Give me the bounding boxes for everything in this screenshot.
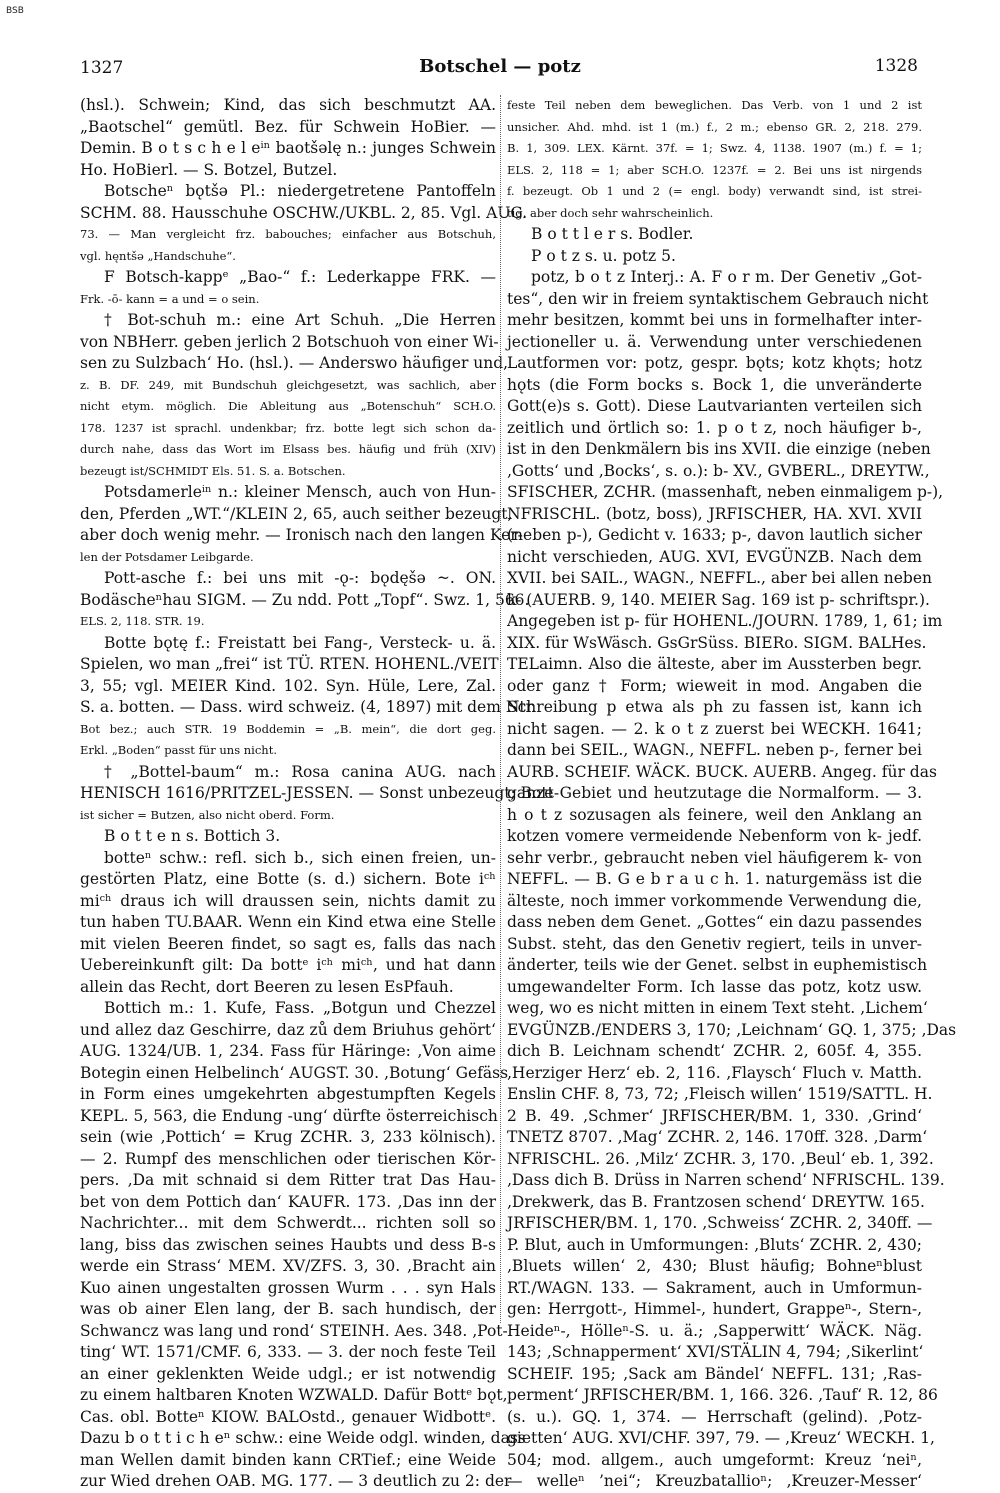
text-line: Botscheⁿ bǫtšə Pl.: niedergetretene Pantoffeln — [104, 182, 496, 200]
text-line: SCHM. 88. Hausschuhe OSCHW./UKBL. 2, 85. Vgl. AUG. — [80, 203, 528, 222]
text-line: bet von dem Pottich dan‘ KAUFR. 173. ‚Das inn der — [80, 1192, 496, 1211]
text-line: und allez daz Geschirre, daz zů dem Briuhus gehört‘ — [80, 1020, 496, 1039]
library-stamp: BSB — [6, 6, 24, 16]
text-line: (s. u.). GQ. 1, 374. — Herrschaft (gelind). ‚Potz- — [507, 1407, 922, 1426]
text-line: † „Bottel-baum“ m.: Rosa canina AUG. nach — [104, 762, 496, 781]
text-line: h o t z sozusagen als feinere, weil den Anklang an — [507, 805, 922, 824]
text-line: P o t z s. u. potz 5. — [531, 246, 676, 265]
text-line: nicht verschieden, AUG. XVI, EVGÜNZB. Nach dem — [507, 547, 922, 566]
text-line: sen zu Sulzbach‘ Ho. (hsl.). — Anderswo häufiger und, — [80, 354, 509, 372]
text-line: Ho. HoBierl. — S. Botzel, Butzel. — [80, 160, 338, 179]
text-line: man Wellen damit binden kann CRTief.; eine Weide — [80, 1450, 496, 1469]
text-line: len der Potsdamer Leibgarde. — [80, 549, 254, 564]
text-line: Angegeben ist p- für HOHENL./JOURN. 1789, 1, 61; im — [507, 612, 943, 630]
text-line: NFRISCHL. 26. ‚Milz‘ ZCHR. 3, 170. ‚Beul‘ eb. 1, 392. — [507, 1149, 934, 1168]
text-line: AURB. SCHEIF. WÄCK. BUCK. AUERB. Angeg. für das — [507, 762, 937, 781]
text-line: weg, wo es nicht mitten in einem Text steht. ‚Lichem‘ — [507, 999, 928, 1017]
text-line: ‚Herziger Herz‘ eb. 2, 116. ‚Flaysch‘ Fluch v. Matth. — [507, 1063, 922, 1082]
text-line: AUG. 1324/UB. 1, 234. Fass für Häringe: ‚Von aime — [80, 1042, 496, 1060]
text-line: Kuo ainen ungestalten grossen Wurm . . . syn Hals — [80, 1278, 496, 1297]
text-line: Bottich m.: 1. Kufe, Fass. „Botgun und Chezzel — [104, 999, 496, 1017]
text-line: XVII. bei SAIL., WAGN., NEFFL., aber bei allen neben — [507, 569, 932, 587]
text-line: ‚Drekwerk, das B. Frantzosen schend‘ DREYTW. 165. — [507, 1192, 925, 1211]
right-column — [507, 95, 957, 1490]
text-line: Uebereinkunft gilt: Da bottᵉ iᶜʰ miᶜʰ, und hat dann — [80, 956, 496, 974]
text-line: Demin. B o t s c h e l eⁱⁿ baotšəlę n.: junges Schwein — [80, 139, 496, 157]
text-line: ELS. 2, 118. STR. 19. — [80, 614, 205, 628]
text-line: Subst. steht, das den Genetiv regiert, teils in unver- — [507, 934, 922, 953]
text-line: Lautformen vor: potz, gespr. bǫts; kotz khǫts; hotz — [507, 354, 922, 372]
text-line: Spielen, wo man „frei“ ist TÜ. RTEN. HOHENL./VEIT — [80, 655, 499, 673]
page-number-right: 1328 — [874, 56, 918, 76]
text-line: tes“, den wir in freiem syntaktischem Gebrauch nicht — [507, 289, 929, 308]
text-line: TNETZ 8707. ‚Mag‘ ZCHR. 2, 146. 170ff. 328. ‚Darm‘ — [507, 1128, 928, 1146]
text-line: (hsl.). Schwein; Kind, das sich beschmutzt AA. — [80, 96, 496, 114]
text-line: SFISCHER, ZCHR. (massenhaft, neben einmaligem p-), — [507, 483, 944, 501]
text-line: Bodäscheⁿhau SIGM. — Zu ndd. Pott „Topf“. Swz. 1, 566. — [80, 590, 530, 609]
text-line: kotzen vomere vermeidende Nebenform von k- jedf. — [507, 827, 922, 845]
text-line: NEFFL. — B. G e b r a u c h. 1. naturgemäss ist die — [507, 870, 922, 888]
text-line: 3, 55; vgl. MEIER Kind. 102. Syn. Hüle, Lere, Zal. — [80, 676, 496, 695]
left-column — [80, 95, 560, 1490]
text-line: miᶜʰ draus ich will draussen sein, nichts damit zu — [80, 891, 496, 910]
text-line: „Baotschel“ gemütl. Bez. für Schwein HoBier. — — [80, 117, 496, 136]
text-line: sehr verbr., gebraucht neben viel häufigerem k- von — [507, 848, 922, 867]
text-line: potz, b o t z Interj.: A. F o r m. Der Genetiv „Got- — [531, 268, 922, 286]
text-line: — 2. Rumpf des menschlichen oder tierischen Kör- — [80, 1149, 496, 1168]
text-line: gestörten Platz, eine Botte (s. d.) sichern. Bote iᶜʰ — [80, 870, 496, 888]
text-line: lang, biss das zwischen seines Haubts und dess B-s — [80, 1235, 496, 1254]
text-line: 2 B. 49. ‚Schmer‘ JRFISCHER/BM. 1, 330. ‚Grind‘ — [507, 1106, 922, 1125]
text-line: was ob ainer Elen lang, der B. sach hundisch, der — [80, 1300, 496, 1318]
text-line: NFRISCHL. (botz, boss), JRFISCHER, HA. XVI. XVII — [507, 504, 922, 523]
text-line: † Bot-schuh m.: eine Art Schuh. „Die Herren — [104, 311, 496, 329]
text-line: tun haben TU.BAAR. Wenn ein Kind etwa eine Stelle — [80, 913, 496, 931]
text-line: Gott(e)s s. Gott). Diese Lautvarianten verteilen sich — [507, 397, 922, 415]
text-line: nicht etym. möglich. Die Ableitung aus „Botenschuh“ SCH.O. — [80, 399, 496, 413]
text-line: vgl. hęntšə „Handschuhe“. — [80, 248, 236, 263]
text-line: 73. — Man vergleicht frz. babouches; einfacher aus Botschuh, — [80, 227, 496, 241]
text-line: von NBHerr. geben jerlich 2 Botschuoh von einer Wi- — [80, 332, 499, 351]
text-line: den, Pferden „WT.“/KLEIN 2, 65, auch seither bezeugt, — [80, 504, 513, 523]
text-line: Dazu b o t t i c h eⁿ schw.: eine Weide odgl. winden, dass — [80, 1429, 526, 1447]
text-line: älteste, noch immer vorkommende Verwendung die, — [507, 891, 922, 910]
text-line: ELS. 2, 118 = 1; aber SCH.O. 1237f. = 2. Bei uns ist nirgends — [507, 162, 922, 177]
text-line: zur Wied drehen OAB. MG. 177. — 3 deutlich zu 2: der — [80, 1472, 512, 1490]
text-line: ganze Gebiet und heutzutage die Normalform. — 3. — [507, 784, 922, 802]
text-line: B o t t e n s. Bottich 3. — [104, 827, 281, 845]
text-line: an einer geklenkten Weide udgl.; er ist notwendig — [80, 1364, 496, 1383]
text-line: dass neben dem Genet. „Gottes“ ein dazu passendes — [507, 913, 922, 931]
text-line: gen: Herrgott-, Himmel-, hundert, Grappeⁿ-, Stern-, — [507, 1300, 922, 1318]
text-line: umgewandelter Form. Ich lasse das potz, kotz usw. — [507, 977, 922, 996]
text-line: (neben p-), Gedicht v. 1633; p-, davon lautlich sicher — [507, 526, 922, 544]
page-number-left: 1327 — [80, 58, 124, 78]
text-line: Heideⁿ-, Hölleⁿ-S. u. ä.; ‚Sapperwitt‘ WÄCK. Näg. — [507, 1321, 922, 1340]
text-line: Pott-asche f.: bei uns mit -ǫ-: bǫdęšə ~. ON. — [104, 569, 496, 587]
text-line: unsicher. Ahd. mhd. ist 1 (m.) f., 2 m.; ebenso GR. 2, 218. 279. — [507, 119, 922, 134]
text-line: Nachrichter... mit dem Schwerdt... richten soll so — [80, 1214, 496, 1232]
text-line: TELaimn. Also die älteste, aber im Aussterben begr. — [507, 655, 922, 673]
text-line: HENISCH 1616/PRITZEL-JESSEN. — Sonst unbezeugt; Bott- — [80, 784, 560, 802]
text-line: aber doch wenig mehr. — Ironisch nach den langen Ker- — [80, 526, 523, 544]
text-line: Enslin CHF. 8, 73, 72; ‚Fleisch willen‘ 1519/SATTL. H. — [507, 1085, 933, 1103]
text-line: allein das Recht, dort Beeren zu lesen EsPfauh. — [80, 977, 454, 996]
running-title: Botschel — potz — [419, 56, 581, 77]
text-line: bezeugt ist/SCHMIDT Els. 51. S. a. Botschen. — [80, 463, 346, 478]
text-line: Erkl. „Boden“ passt für uns nicht. — [80, 743, 277, 757]
text-line: k- (AUERB. 9, 140. MEIER Sag. 169 ist p- schriftspr.). — [507, 590, 930, 609]
text-line: SCHEIF. 195; ‚Sack am Bändel‘ NEFFL. 131; ‚Ras- — [507, 1364, 922, 1383]
text-line: pers. ‚Da mit schnaid si dem Ritter trat Das Hau- — [80, 1171, 496, 1189]
text-line: ting‘ WT. 1571/CMF. 6, 333. — 3. der noch feste Teil — [80, 1343, 496, 1361]
text-line: hǫts (die Form bocks s. Bock 1, die unveränderte — [507, 375, 922, 394]
page-header — [0, 52, 1000, 82]
text-line: ist sicher = Butzen, also nicht oberd. Form. — [80, 807, 335, 822]
text-line: zeitlich und örtlich so: 1. p o t z, noch häufiger b-, — [507, 418, 922, 437]
column-divider — [500, 95, 502, 1323]
text-line: durch nahe, dass das Wort im Elsass bes. häufig und früh (XIV) — [80, 442, 496, 456]
text-line: B. 1, 309. LEX. Kärnt. 37f. = 1; Swz. 4, 1138. 1907 (m.) f. = 1; — [507, 141, 922, 155]
text-line: sein (wie ‚Pottich‘ = Krug ZCHR. 3, 233 kölnisch). — [80, 1128, 496, 1146]
text-line: mehr besitzen, kommt bei uns in formelhafter inter- — [507, 311, 922, 329]
text-line: feste Teil neben dem beweglichen. Das Verb. von 1 und 2 ist — [507, 98, 922, 112]
text-line: RT./WAGN. 133. — Sakrament, auch in Umformun- — [507, 1278, 922, 1297]
text-line: P. Blut, auch in Umformungen: ‚Bluts‘ ZCHR. 2, 430; — [507, 1235, 922, 1254]
text-line: dann bei SEIL., WAGN., NEFFL. neben p-, ferner bei — [507, 741, 922, 759]
text-line: 504; mod. allgem., auch umgeformt: Kreuz ‘neiⁿ, — [507, 1450, 922, 1469]
text-line: botteⁿ schw.: refl. sich b., sich einen freien, un- — [104, 848, 496, 867]
text-line: in Form eines umgekehrten abgestumpften Kegels — [80, 1085, 496, 1103]
text-line: Cas. obl. Botteⁿ KIOW. BALOstd., genauer Widbottᵉ. — [80, 1407, 496, 1426]
text-line: 178. 1237 ist sprachl. undenkbar; frz. botte legt sich schon da- — [80, 420, 496, 435]
text-line: Botegin einen Helbelinch‘ AUGST. 30. ‚Botung‘ Gefäss — [80, 1063, 509, 1082]
text-line: ist in den Denkmälern bis ins XVII. die einzige (neben — [507, 440, 931, 458]
text-line: oder ganz † Form; wieweit in mod. Angaben die — [507, 676, 922, 695]
text-line: nicht sagen. — 2. k o t z zuerst bei WECKH. 1641; — [507, 719, 922, 738]
text-line: werde ein Strass‘ MEM. XV/ZFS. 3, 30. ‚Bracht ain — [80, 1257, 496, 1275]
text-line: änderter, teils wie der Genet. selbst in euphemistisch — [507, 956, 928, 974]
text-line: Potsdamerleⁱⁿ n.: kleiner Mensch, auch von Hun- — [104, 483, 496, 501]
text-line: B o t t l e r s. Bodler. — [531, 225, 694, 243]
text-line: tig, aber doch sehr wahrscheinlich. — [507, 205, 714, 220]
text-line: dich B. Leichnam schendt‘ ZCHR. 2, 605f. 4, 355. — [507, 1042, 922, 1060]
text-line: Bot bez.; auch STR. 19 Boddemin = „B. mein“, die dort geg. — [80, 721, 496, 736]
text-line: perment‘ JRFISCHER/BM. 1, 166. 326. ‚Tauf‘ R. 12, 86 — [507, 1386, 938, 1404]
text-line: Botte bǫtę f.: Freistatt bei Fang-, Versteck- u. ä. — [104, 633, 496, 652]
text-line: — welleⁿ ’nei“; Kreuzbatallioⁿ; ‚Kreuzer-Messer‘ — [507, 1472, 922, 1490]
text-line: Schwancz was lang und rond‘ STEINH. Aes. 348. ‚Pot- — [80, 1321, 508, 1340]
text-line: ‚Dass dich B. Drüss in Narren schend‘ NFRISCHL. 139. — [507, 1171, 945, 1189]
text-line: JRFISCHER/BM. 1, 170. ‚Schweiss‘ ZCHR. 2, 340ff. — — [507, 1214, 933, 1232]
text-line: S. a. botten. — Dass. wird schweiz. (4, 1897) mit dem Ntr. — [80, 698, 537, 716]
text-line: f. bezeugt. Ob 1 und 2 (= engl. body) verwandt sind, ist strei- — [507, 184, 922, 198]
text-line: EVGÜNZB./ENDERS 3, 170; ‚Leichnam‘ GQ. 1, 375; ‚Das — [507, 1020, 957, 1039]
text-line: jectioneller u. ä. Verwendung unter verschiedenen — [507, 332, 922, 351]
text-line: ‚Gotts‘ und ‚Bocks‘, s. o.): b- XV., GVBERL., DREYTW., — [507, 461, 930, 480]
text-line: Frk. -ō- kann = a und = o sein. — [80, 291, 260, 306]
text-line: 143; ‚Schnapperment‘ XVI/STÄLIN 4, 794; ‚Sikerlint‘ — [507, 1343, 924, 1361]
text-line: F Botsch-kappᵉ „Bao-“ f.: Lederkappe FRK. — — [104, 268, 496, 286]
text-line: mit vielen Beeren findet, so sagt es, falls das nach — [80, 934, 496, 953]
text-line: Schreibung p etwa als ph zu fassen ist, kann ich — [507, 698, 922, 716]
text-line: z. B. DF. 249, mit Bundschuh gleichgesetzt, was sachlich, aber — [80, 377, 496, 392]
text-line: gietten‘ AUG. XVI/CHF. 397, 79. — ‚Kreuz‘ WECKH. 1, — [507, 1429, 935, 1447]
text-line: XIX. für WsWäsch. GsGrSüss. BIERo. SIGM. BALHes. — [507, 633, 927, 652]
text-line: KEPL. 5, 563, die Endung -ung‘ dürfte österreichisch — [80, 1106, 498, 1125]
text-line: ‚Bluets willen‘ 2, 430; Blust häufig; Bohneⁿblust — [507, 1257, 922, 1275]
text-line: zu einem haltbaren Knoten WZWALD. Dafür Bottᵉ bǫt, — [80, 1386, 508, 1404]
